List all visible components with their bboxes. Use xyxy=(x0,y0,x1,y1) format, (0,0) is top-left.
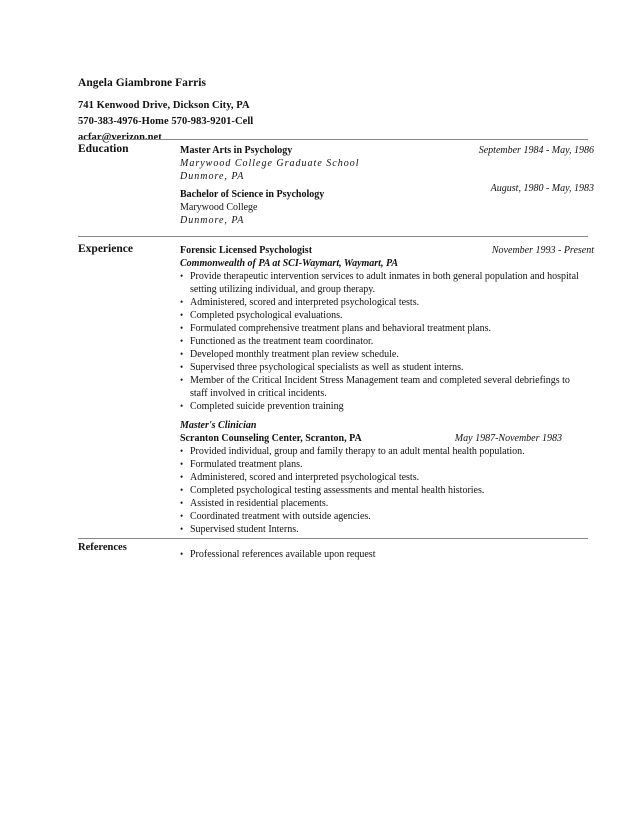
education-section xyxy=(180,144,594,228)
employer: Commonwealth of PA at SCI-Waymart, Waymart, PA xyxy=(180,258,398,269)
employer: Scranton Counseling Center, Scranton, PA xyxy=(180,433,362,444)
job-dates: November 1993 - Present xyxy=(491,245,594,256)
list-item: • Formulated treatment plans. xyxy=(180,458,588,471)
list-item: • Developed monthly treatment plan review schedule. xyxy=(180,348,588,361)
list-item: • Administered, scored and interpreted psychological tests. xyxy=(180,471,588,484)
duties-list xyxy=(180,445,588,536)
list-item: • Supervised three psychological specialists as well as student interns. xyxy=(180,361,588,374)
education-dates: September 1984 - May, 1986 xyxy=(478,145,594,156)
job-title: Forensic Licensed Psychologist xyxy=(180,245,313,256)
list-item: • Completed psychological testing assessments and mental health histories. xyxy=(180,484,588,497)
list-item: • Administered, scored and interpreted psychological tests. xyxy=(180,296,588,309)
address: 741 Kenwood Drive, Dickson City, PA xyxy=(78,100,250,111)
email: acfar@verizon.net xyxy=(78,132,162,143)
resume-header xyxy=(78,76,253,146)
duties-list xyxy=(180,270,588,413)
applicant-name: Angela Giambrone Farris xyxy=(78,77,207,89)
education-entry xyxy=(180,183,594,228)
location: Dunmore, PA xyxy=(180,215,245,226)
degree: Master Arts in Psychology xyxy=(180,145,293,156)
job-title: Master's Clinician xyxy=(180,420,257,431)
divider xyxy=(78,139,588,140)
job-entry xyxy=(180,419,588,536)
references-label: References xyxy=(78,542,127,553)
education-label: Education xyxy=(78,143,129,155)
list-item: • Coordinated treatment with outside agencies. xyxy=(180,510,588,523)
list-item: • Professional references available upon request xyxy=(180,548,588,561)
list-item: • Formulated comprehensive treatment plans and behavioral treatment plans. xyxy=(180,322,588,335)
divider xyxy=(78,236,588,237)
school: Marywood College xyxy=(180,202,258,213)
school: Marywood College Graduate School xyxy=(180,158,360,169)
list-item: • Assisted in residential placements. xyxy=(180,497,588,510)
list-item: • Completed psychological evaluations. xyxy=(180,309,588,322)
list-item: • Functioned as the treatment team coordinator. xyxy=(180,335,588,348)
list-item: • Provided individual, group and family therapy to an adult mental health population. xyxy=(180,445,588,458)
list-item: • Member of the Critical Incident Stress Management team and completed several debriefings to staff involved in critical incidents. xyxy=(180,374,588,400)
education-dates: August, 1980 - May, 1983 xyxy=(490,183,594,194)
job-dates: May 1987-November 1983 xyxy=(454,433,562,444)
degree: Bachelor of Science in Psychology xyxy=(180,189,325,200)
list-item: • Supervised student Interns. xyxy=(180,523,588,536)
location: Dunmore, PA xyxy=(180,171,245,182)
job-entry xyxy=(180,244,594,413)
divider xyxy=(78,538,588,539)
list-item: • Completed suicide prevention training xyxy=(180,400,588,413)
references-list xyxy=(180,548,588,561)
experience-section xyxy=(180,244,594,536)
experience-label: Experience xyxy=(78,243,133,255)
list-item: • Provide therapeutic intervention services to adult inmates in both general population and hospital setting utilizing individual, and group therapy. xyxy=(180,270,588,296)
phone-numbers: 570-383-4976-Home 570-983-9201-Cell xyxy=(78,116,254,127)
references-section xyxy=(180,548,588,561)
